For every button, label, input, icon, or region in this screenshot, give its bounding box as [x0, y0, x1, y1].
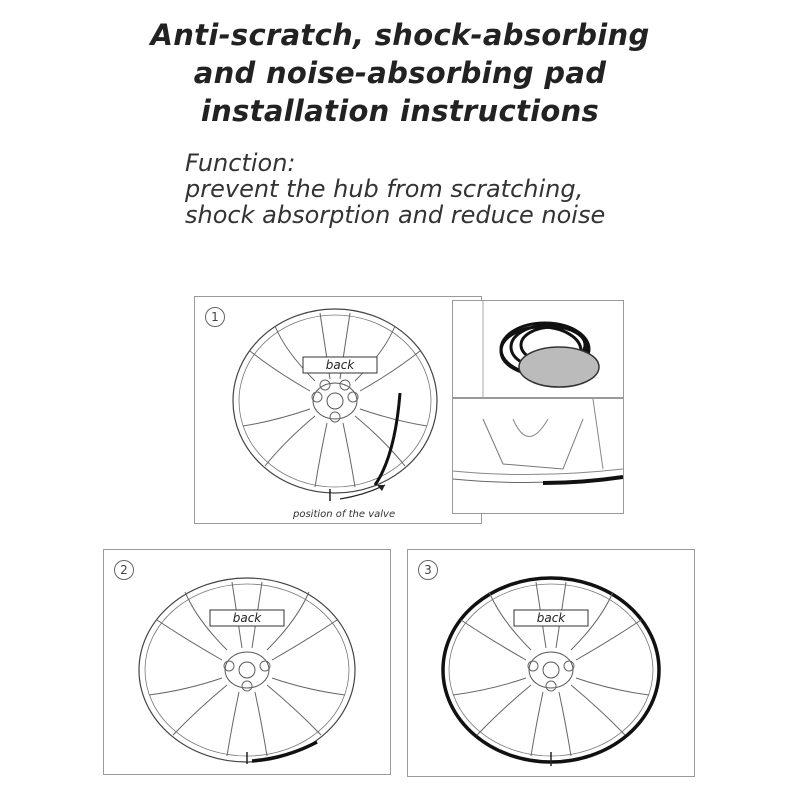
step-3-hubcap-drawing [408, 550, 694, 776]
pad-coil-detail-panel [452, 300, 624, 398]
function-line-2: shock absorption and reduce noise [185, 201, 606, 229]
step-3-back-label: back [536, 611, 566, 625]
pad-coil-photo [453, 301, 623, 397]
step-3-panel [407, 549, 695, 777]
valve-position-caption: position of the valve [293, 509, 396, 520]
step-2-back-label: back [232, 611, 262, 625]
step-1-hubcap-drawing [195, 297, 481, 523]
function-description [185, 150, 605, 228]
rim-closeup-panel [452, 398, 624, 514]
title-line-2: and noise-absorbing pad [193, 56, 607, 90]
rim-closeup-drawing [453, 399, 623, 513]
step-2-hubcap-drawing [104, 550, 390, 774]
page-title [0, 16, 800, 130]
step-3-number: 3 [418, 560, 438, 580]
step-1-back-label: back [325, 358, 355, 372]
step-1-panel [194, 296, 482, 524]
title-line-1: Anti-scratch, shock-absorbing [150, 18, 650, 52]
function-line-1: prevent the hub from scratching, [185, 175, 584, 203]
function-heading: Function: [185, 149, 296, 177]
step-1-number: 1 [205, 307, 225, 327]
step-2-number: 2 [114, 560, 134, 580]
step-2-panel [103, 549, 391, 775]
title-line-3: installation instructions [200, 94, 600, 128]
